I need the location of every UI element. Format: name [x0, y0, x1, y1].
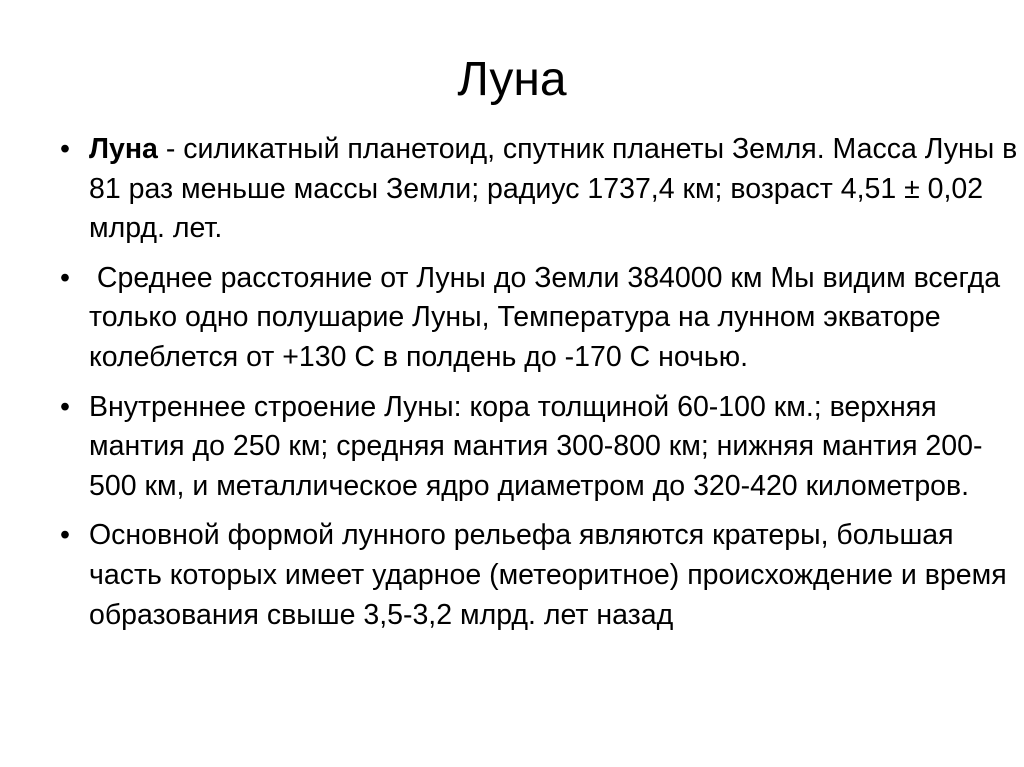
- bullet-item-distance-temperature: [60, 259, 1018, 378]
- bullet-marker: •: [60, 519, 70, 552]
- bullet-marker: •: [60, 261, 70, 294]
- bullet-term: Луна: [89, 133, 158, 165]
- slide-title: Луна: [457, 53, 567, 106]
- bullet-item-relief-craters: [60, 516, 1018, 635]
- bullet-item-moon-overview: [60, 130, 1018, 249]
- bullet-marker: •: [60, 133, 70, 165]
- bullet-text: - силикатный планетоид, спутник планеты Земля. Масса Луны в 81 раз меньше массы Земли; радиус 1737,4 км; возраст 4,51 ± 0,02 млрд. лет.: [89, 133, 1018, 245]
- bullet-marker: •: [60, 390, 70, 423]
- bullet-text: Среднее расстояние от Луны до Земли 384000 км Мы видим всегда только одно полушарие Луны, Температура на лунном экваторе колеблется от +130 С в полдень до -170 С ночью.: [89, 261, 1009, 373]
- bullet-list: [60, 130, 1018, 645]
- bullet-item-internal-structure: [60, 388, 1018, 507]
- bullet-text: Основной формой лунного рельефа являются кратеры, большая часть которых имеет ударное (метеоритное) происхождение и время образования свыше 3,5-3,2 млрд. лет назад: [89, 519, 1007, 631]
- bullet-text: Внутреннее строение Луны: кора толщиной 60-100 км.; верхняя мантия до 250 км; средняя мантия 300-800 км; нижняя мантия 200-500 км, и металлическое ядро диаметром до 320-420 километров.: [89, 390, 983, 502]
